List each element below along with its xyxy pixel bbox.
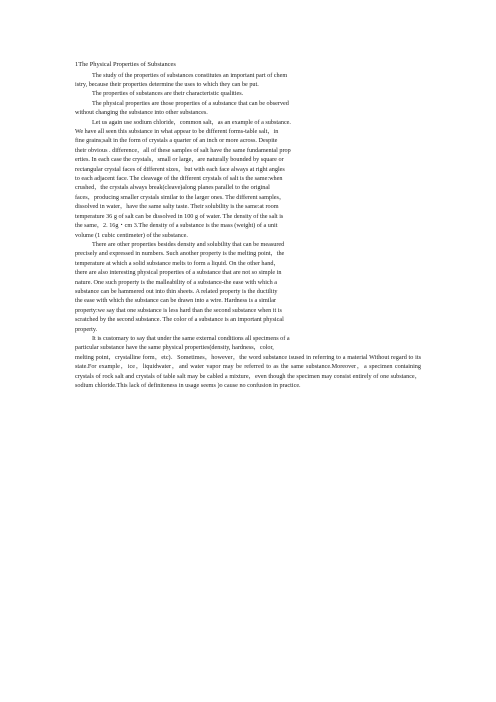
text-line: The properties of substances are their characteristic qualities. — [92, 90, 244, 98]
text-line: precisely and expressed in numbers. Such another property is the melting point，the — [75, 250, 285, 258]
document-body — [75, 60, 421, 390]
text-line: erties. In each case the crystals，small or large，are naturally bounded by square or — [75, 156, 284, 164]
text-line: The physical properties are those properties of a substance that can be observed — [92, 99, 289, 107]
text-line: there are also interesting physical properties of a substance that are not so simple in — [75, 269, 282, 277]
text-line: istry, because their properties determine the uses to which they can be put. — [75, 81, 259, 88]
text-line: Let us again use sodium chloride，common salt，as an example of a substance. — [92, 118, 291, 126]
text-line: The study of the properties of substances constitutes an important part of chem — [92, 71, 288, 79]
text-line: scratched by the second substance. The color of a substance is an important physical — [75, 316, 284, 324]
text-line: We have all seen this substance in what appear to be different forms-table salt，in — [75, 128, 279, 136]
text-line: the same，2. 16g・cm 3.The density of a substance is the mass (weight) of a unit — [75, 222, 278, 230]
document-title: 1The Physical Properties of Substances — [75, 61, 176, 68]
text-line: rectangular crystal faces of different sizes，but with each face always at right angles — [75, 165, 285, 173]
text-line: temperature 36 g of salt can be dissolved in 100 g of water. The density of the salt is — [75, 212, 284, 220]
text-line: faces，producing smaller crystals similar to the larger ones. The different samples， — [75, 193, 286, 201]
text-line: the ease with which the substance can be drawn into a wire. Hardness is a similar — [75, 297, 277, 305]
text-line: property:we say that one substance is less hard than the second substance when it is — [75, 306, 282, 314]
document-paragraphs — [75, 71, 421, 391]
text-line: It is customary to say that under the same external conditions all specimens of a — [92, 334, 290, 342]
text-line: to each adjacent face. The cleavage of the different crystals of salt is the same:when — [75, 175, 283, 183]
text-line: property. — [75, 325, 98, 333]
text-line: their obvious . difference，all of these samples of salt have the same fundamental prop — [75, 146, 291, 154]
text-line: There are other properties besides density and solubility that can be measured — [92, 240, 285, 248]
text-line: crushed，the crystals always break(cleave)along planes parallel to the original — [75, 184, 270, 192]
text-line: particular substance have the same physical properties(density, hardness，color, — [75, 344, 274, 352]
text-line: substance can be hammered out into thin sheets. A related property is the ductility — [75, 287, 278, 295]
text-line: fine grains;salt in the form of crystals a quarter of an inch or more across. Despite — [75, 137, 278, 145]
text-line: temperature at which a solid substance melts to form a liquid. On the other hand， — [75, 259, 280, 267]
text-line: without changing the substance into other substances. — [75, 109, 208, 117]
text-line: melting point，crystalline form，etc)．Sometimes，however，the word substance isused in referring to a material Without regard to its state.For example，ice，liquidwater，and water vapor may be referred to as the same substance.Moreover，a specimen containing crystals of rock salt and crystals of table salt may be cabled a mixture，even though the specimen may consist entirely of one substance，sodium chloride.This lack of definiteness in usage seems )o cause no confusion in practice. — [75, 353, 421, 389]
text-line: dissolved in water，have the same salty taste. Their solubility is the same:at room — [75, 203, 279, 211]
text-line: volume (1 cubic centimeter) of the substance. — [75, 231, 188, 239]
text-line: nature. One such property is the malleability of a substance-the ease with which a — [75, 278, 278, 286]
